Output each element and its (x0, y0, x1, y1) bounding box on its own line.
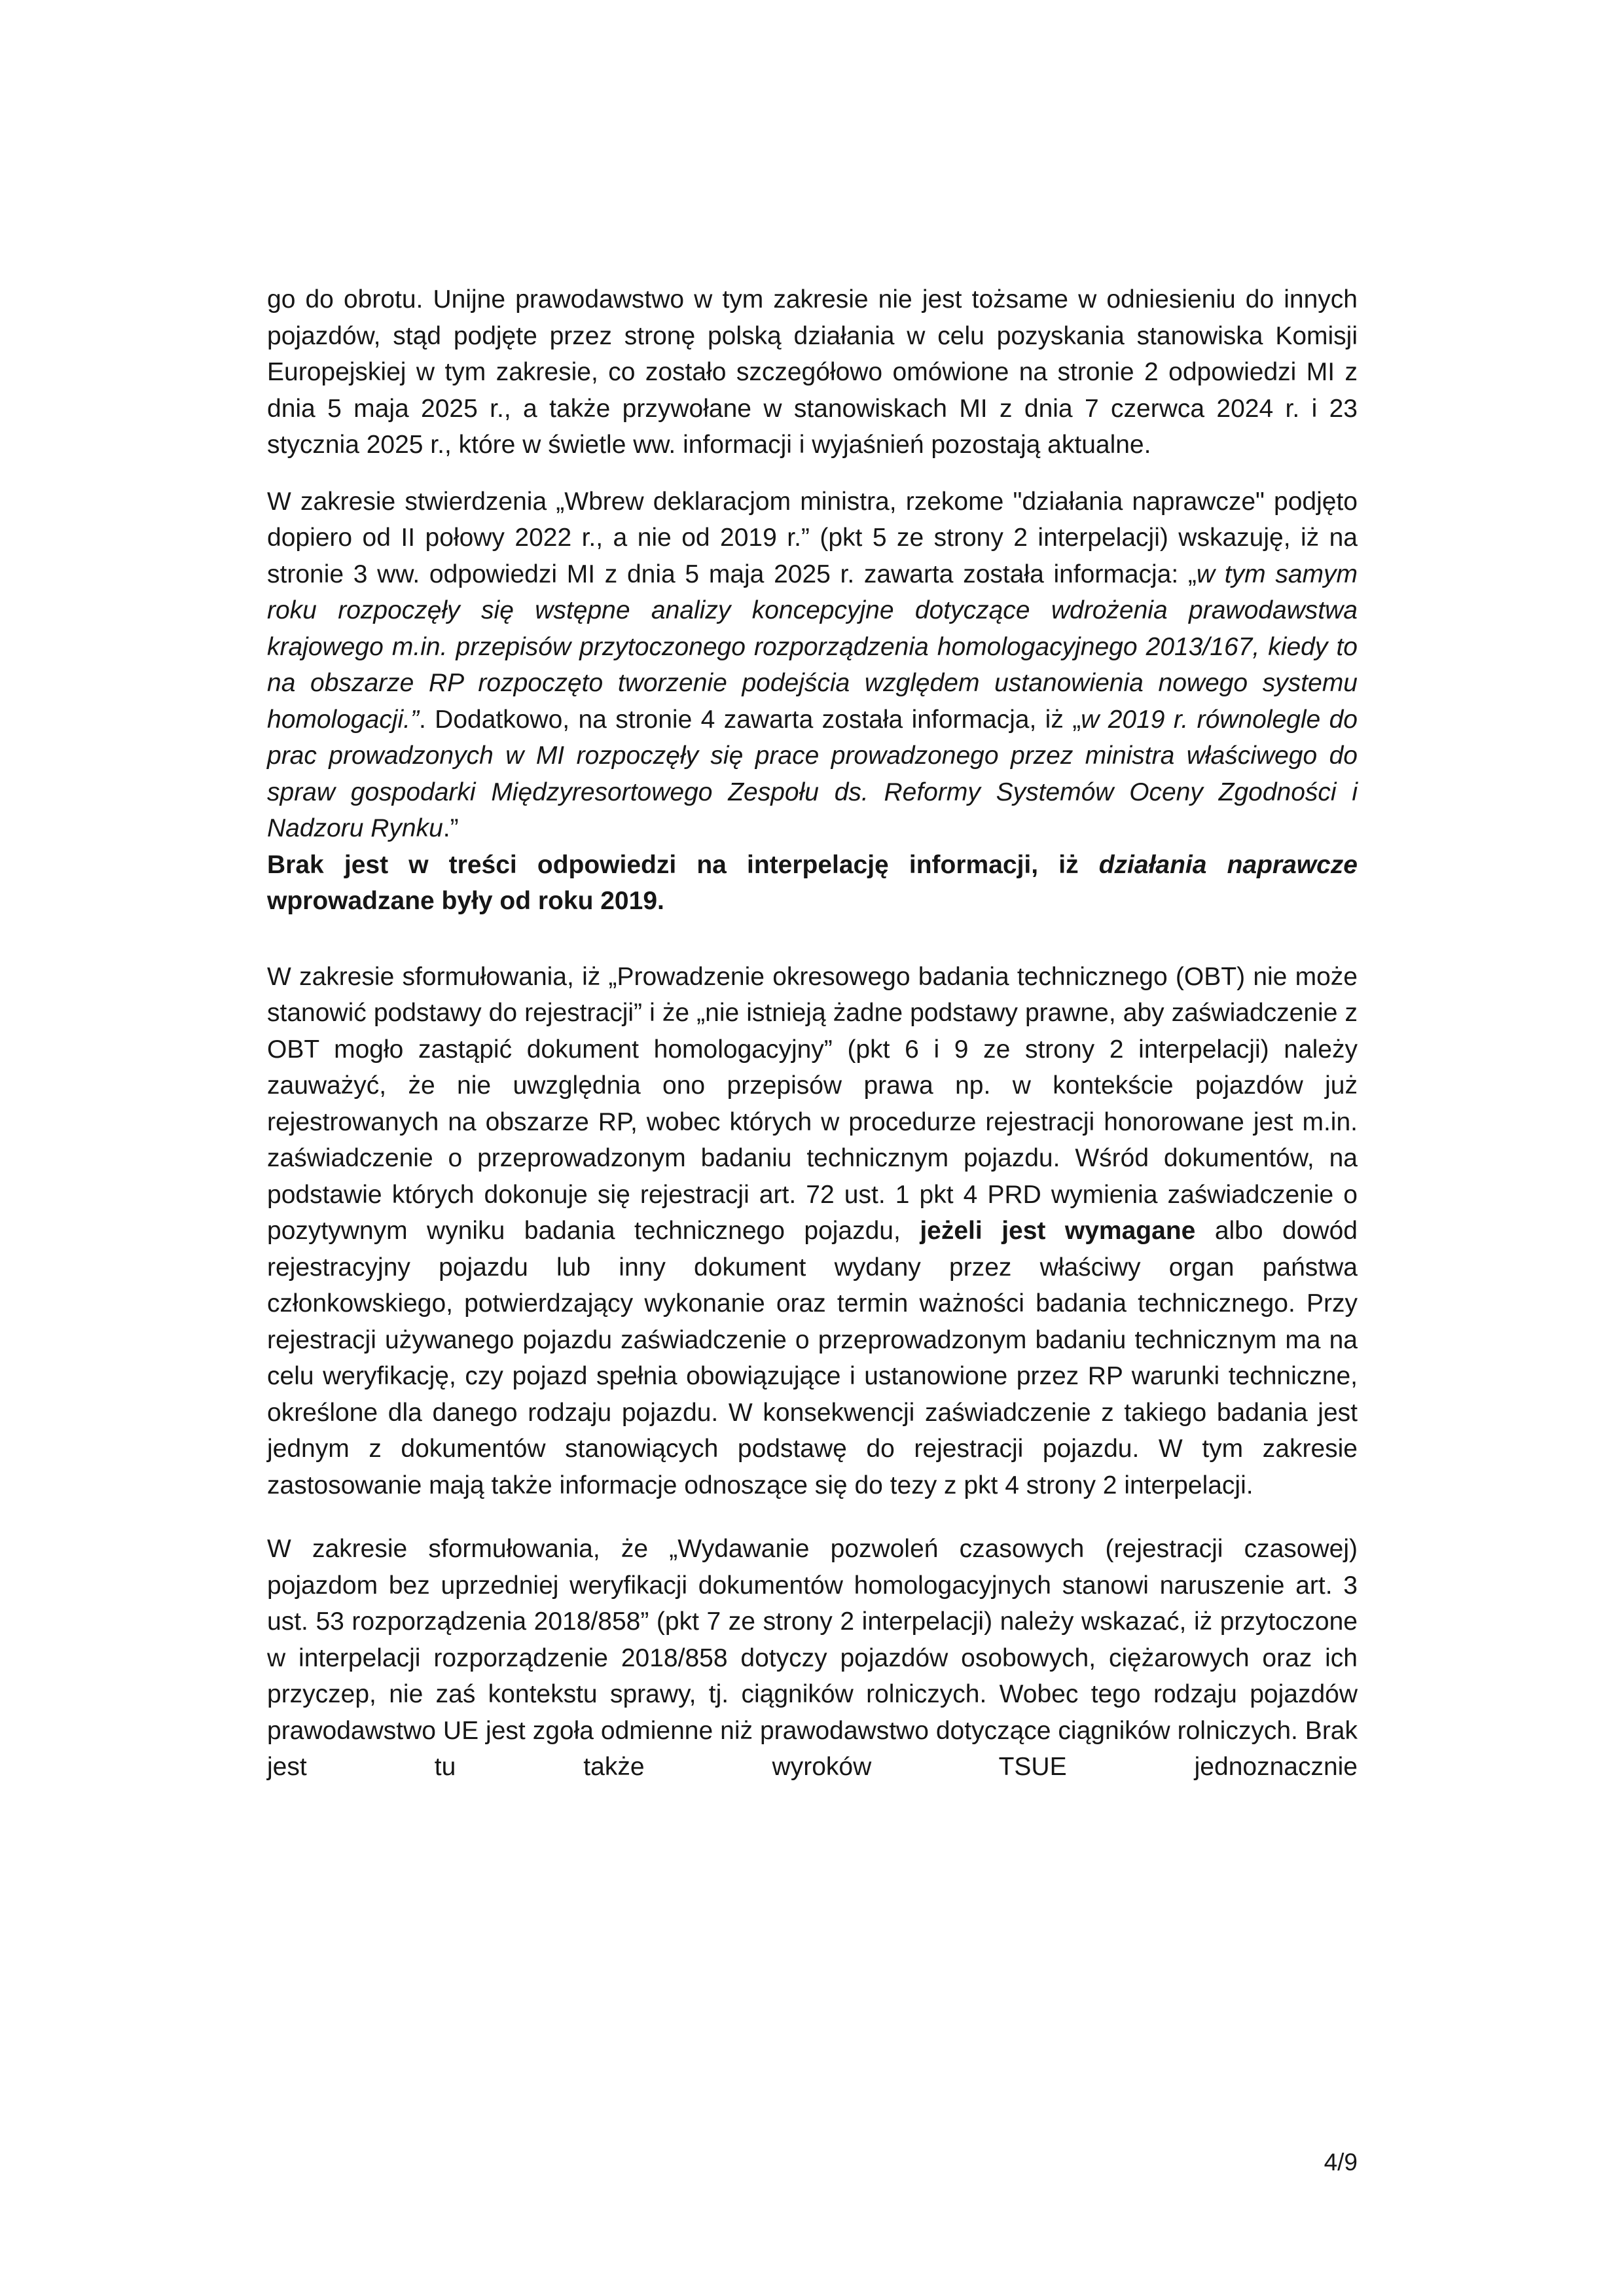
text-run: w tym samym roku rozpoczęły się wstępne analizy koncepcyjne dotyczące wdrożenia prawodawstwa krajowego m.in. przepisów przytoczonego rozporządzenia homologacyjnego 2013/167, kiedy to na obszarze RP rozpoczęto tworzenie podejścia względem ustanowienia nowego systemu homologacji.” (267, 560, 1358, 734)
text-run: go do obrotu. Unijne prawodawstwo w tym zakresie nie jest tożsame w odniesieniu do innych pojazdów, stąd podjęte przez stronę polską działania w celu pozyskania stanowiska Komisji Europejskiej w tym zakresie, co zostało szczegółowo omówione na stronie 2 odpowiedzi MI z dnia 5 maja 2025 r., a także przywołane w stanowiskach MI z dnia 7 czerwca 2024 r. i 23 stycznia 2025 r., które w świetle ww. informacji i wyjaśnień pozostają aktualne. (267, 285, 1358, 459)
page-number: 4/9 (1324, 2149, 1358, 2176)
text-run: albo dowód rejestracyjny pojazdu lub inny dokument wydany przez właściwy organ państwa członkowskiego, potwierdzający wykonanie oraz termin ważności badania technicznego. Przy rejestracji używanego pojazdu zaświadczenie o przeprowadzonym badaniu technicznym ma na celu weryfikację, czy pojazd spełnia obowiązujące i ustanowione przez RP warunki techniczne, określone dla danego rodzaju pojazdu. W konsekwencji zaświadczenie z takiego badania jest jednym z dokumentów stanowiących podstawę do rejestracji pojazdu. W tym zakresie zastosowanie mają także informacje odnoszące się do tezy z pkt 4 strony 2 interpelacji. (267, 1217, 1358, 1499)
text-run: W zakresie sformułowania, iż „Prowadzenie okresowego badania technicznego (OBT) nie może stanowić podstawy do rejestracji” i że „nie istnieją żadne podstawy prawne, aby zaświadczenie z OBT mogło zastąpić dokument homologacyjny” (pkt 6 i 9 ze strony 2 interpelacji) należy zauważyć, że nie uwzględnia ono przepisów prawa np. w kontekście pojazdów już rejestrowanych na obszarze RP, wobec których w procedurze rejestracji honorowane jest m.in. zaświadczenie o przeprowadzonym badaniu technicznym pojazdu. Wśród dokumentów, na podstawie których dokonuje się rejestracji art. 72 ust. 1 pkt 4 PRD wymienia zaświadczenie o pozytywnym wyniku badania technicznego pojazdu, (267, 962, 1358, 1245)
paragraph (267, 1531, 1358, 1785)
text-run: W zakresie stwierdzenia „Wbrew deklaracjom ministra, rzekome "działania naprawcze" podjęto dopiero od II połowy 2022 r., a nie od 2019 r.” (pkt 5 ze strony 2 interpelacji) wskazuję, iż na stronie 3 ww. odpowiedzi MI z dnia 5 maja 2025 r. zawarta została informacja: „ (267, 487, 1358, 588)
text-run: .” (442, 814, 459, 842)
paragraph (267, 959, 1358, 1504)
paragraph (267, 281, 1358, 463)
document-body (267, 281, 1358, 1806)
text-run: W zakresie sformułowania, że „Wydawanie pozwoleń czasowych (rejestracji czasowej) pojazdom bez uprzedniej weryfikacji dokumentów homologacyjnych stanowi naruszenie art. 3 ust. 53 rozporządzenia 2018/858” (pkt 7 ze strony 2 interpelacji) należy wskazać, iż przytoczone w interpelacji rozporządzenie 2018/858 dotyczy pojazdów osobowych, ciężarowych oraz ich przyczep, nie zaś kontekstu sprawy, tj. ciągników rolniczych. Wobec tego rodzaju pojazdów prawodawstwo UE jest zgoła odmienne niż prawodawstwo dotyczące ciągników rolniczych. Brak jest tu także wyroków TSUE jednoznacznie (267, 1535, 1358, 1781)
text-run: wprowadzane były od roku 2019. (267, 887, 664, 915)
text-run: Brak jest w treści odpowiedzi na interpelację informacji, iż (267, 850, 1099, 879)
text-run: jeżeli jest wymagane (920, 1217, 1196, 1245)
text-run: w 2019 r. równolegle do prac prowadzonych w MI rozpoczęły się prace prowadzonego przez ministra właściwego do spraw gospodarki Międzyresortowego Zespołu ds. Reformy Systemów Oceny Zgodności i Nadzoru Rynku (267, 705, 1358, 842)
text-run: działania naprawcze (1098, 850, 1358, 879)
paragraph (267, 484, 1358, 920)
text-run: . Dodatkowo, na stronie 4 zawarta została informacja, iż „ (418, 705, 1081, 734)
